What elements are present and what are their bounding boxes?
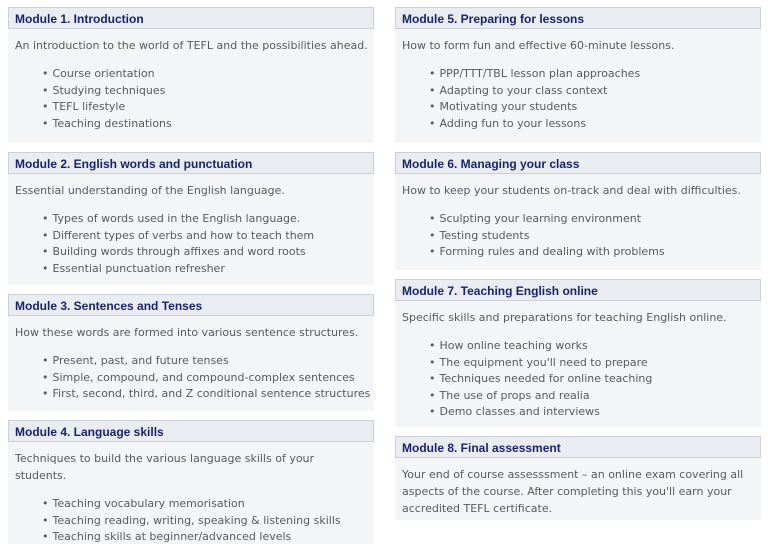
module-topic-list	[395, 326, 761, 429]
module-title: Module 1. Introduction	[8, 7, 374, 29]
list-item: • Building words through affixes and word roots	[42, 244, 374, 261]
list-item: • Teaching destinations	[42, 116, 374, 133]
list-item: • First, second, third, and Z conditional sentence structures	[42, 386, 374, 403]
list-item: • Studying techniques	[42, 83, 374, 100]
list-item: • How online teaching works	[429, 338, 761, 355]
list-item: • PPP/TTT/TBL lesson plan approaches	[429, 66, 761, 83]
module-description: Techniques to build the various language skills of your students.	[15, 452, 315, 482]
list-item: • Teaching reading, writing, speaking & listening skills	[42, 513, 374, 530]
list-item: • Essential punctuation refresher	[42, 261, 374, 278]
module-description: How these words are formed into various sentence structures.	[15, 326, 359, 339]
list-item: • Simple, compound, and compound-complex sentences	[42, 370, 374, 387]
module-description: Specific skills and preparations for teaching English online.	[402, 311, 727, 324]
list-item: • Testing students	[429, 228, 761, 245]
list-item: • Teaching skills at beginner/advanced levels	[42, 529, 374, 546]
list-item: • The equipment you'll need to prepare	[429, 355, 761, 372]
module-title: Module 3. Sentences and Tenses	[8, 294, 374, 316]
module-description: Essential understanding of the English language.	[15, 184, 285, 197]
modules-left-column	[8, 7, 374, 553]
module-card	[8, 152, 374, 285]
module-title: Module 7. Teaching English online	[395, 279, 761, 301]
module-title: Module 5. Preparing for lessons	[395, 7, 761, 29]
list-item: • Types of words used in the English language.	[42, 211, 374, 228]
module-description: Your end of course assesssment – an online exam covering all aspects of the course. After completing this you'll earn your accredited TEFL certificate.	[402, 468, 744, 515]
list-item: • Demo classes and interviews	[429, 404, 761, 421]
module-card	[8, 294, 374, 411]
list-item: • Different types of verbs and how to teach them	[42, 228, 374, 245]
module-description: How to form fun and effective 60-minute lessons.	[402, 39, 675, 52]
list-item: • The use of props and realia	[429, 388, 761, 405]
module-title: Module 8. Final assessment	[395, 436, 761, 458]
modules-right-column	[395, 7, 761, 529]
module-title: Module 4. Language skills	[8, 420, 374, 442]
list-item: • Adapting to your class context	[429, 83, 761, 100]
list-item: • Teaching vocabulary memorisation	[42, 496, 374, 513]
module-description: An introduction to the world of TEFL and the possibilities ahead.	[15, 39, 368, 52]
module-card	[8, 7, 374, 143]
module-topic-list	[395, 199, 761, 269]
module-card	[395, 7, 761, 143]
module-card	[8, 420, 374, 544]
list-item: • Adding fun to your lessons	[429, 116, 761, 133]
list-item: • Motivating your students	[429, 99, 761, 116]
list-item: • Course orientation	[42, 66, 374, 83]
module-topic-list	[8, 341, 374, 411]
list-item: • Present, past, and future tenses	[42, 353, 374, 370]
module-title: Module 6. Managing your class	[395, 152, 761, 174]
module-topic-list	[395, 54, 761, 140]
list-item: • Forming rules and dealing with problems	[429, 244, 761, 261]
module-card	[395, 152, 761, 270]
module-card	[395, 279, 761, 427]
list-item: • Techniques needed for online teaching	[429, 371, 761, 388]
module-topic-list	[8, 199, 374, 285]
module-title: Module 2. English words and punctuation	[8, 152, 374, 174]
module-description: How to keep your students on-track and deal with difficulties.	[402, 184, 741, 197]
module-topic-list	[8, 484, 374, 554]
list-item: • Sculpting your learning environment	[429, 211, 761, 228]
module-topic-list	[8, 54, 374, 140]
module-card	[395, 436, 761, 520]
list-item: • TEFL lifestyle	[42, 99, 374, 116]
